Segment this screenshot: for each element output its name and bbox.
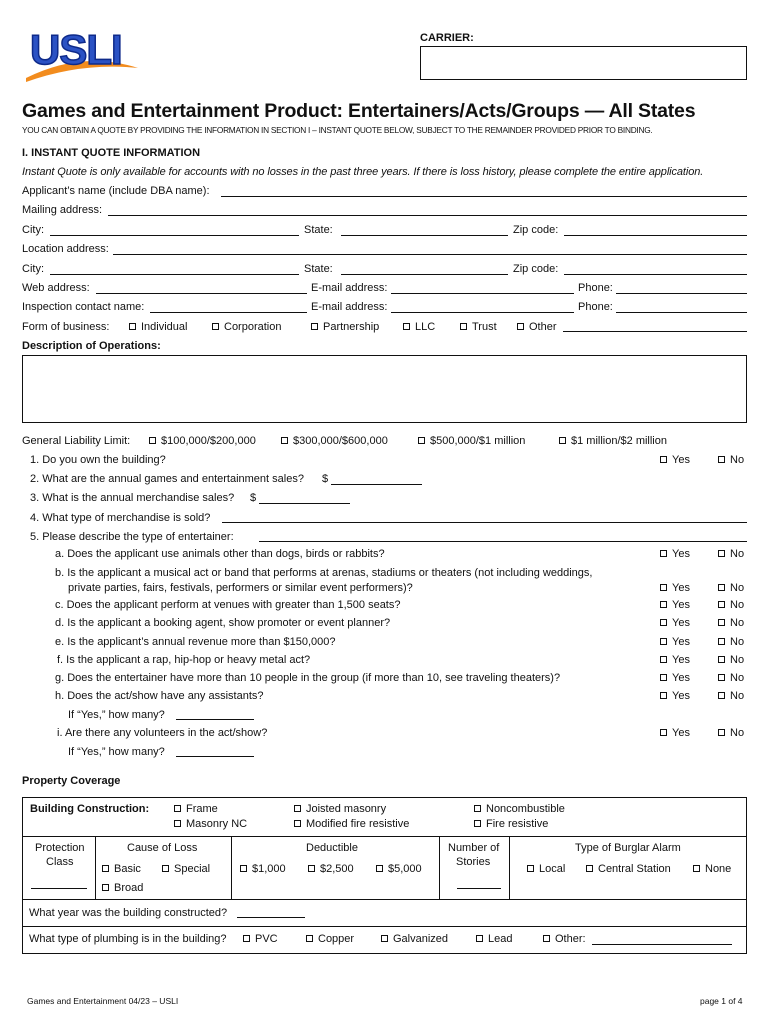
business-other-field[interactable] xyxy=(563,331,747,332)
checkbox-icon xyxy=(294,820,301,827)
alarm-option[interactable]: None xyxy=(693,863,731,876)
protection-class-label-2: Class xyxy=(46,856,74,868)
cause-of-loss-label: Cause of Loss xyxy=(127,842,198,854)
checkbox-icon xyxy=(660,638,667,645)
carrier-field[interactable] xyxy=(420,46,747,80)
phone-label: Phone: xyxy=(578,282,613,294)
no-option[interactable]: No xyxy=(718,727,744,740)
question-4: 4. What type of merchandise is sold? xyxy=(30,512,211,524)
business-partnership[interactable]: Partnership xyxy=(311,321,379,334)
construction-option[interactable]: Modified fire resistive xyxy=(294,818,409,831)
question-5e: e. Is the applicant’s annual revenue more than $150,000? xyxy=(55,636,336,648)
question-5i: i. Are there any volunteers in the act/show? xyxy=(57,727,268,739)
yes-option[interactable]: Yes xyxy=(660,548,690,561)
protection-class-field[interactable] xyxy=(31,888,87,889)
checkbox-icon xyxy=(660,729,667,736)
inspection-contact-label: Inspection contact name: xyxy=(22,301,145,313)
yes-option[interactable]: Yes xyxy=(660,727,690,740)
table-divider xyxy=(439,836,440,899)
checkbox-icon xyxy=(718,456,725,463)
question-5b: b. Is the applicant a musical act or band that performs at arenas, stadiums or theaters (not including weddings, xyxy=(55,567,593,579)
checkbox-icon xyxy=(718,584,725,591)
question-5c: c. Does the applicant perform at venues with greater than 1,500 seats? xyxy=(55,599,401,611)
checkbox-icon xyxy=(460,323,467,330)
checkbox-icon xyxy=(527,865,534,872)
checkbox-icon xyxy=(474,820,481,827)
plumbing-option[interactable]: Copper xyxy=(306,933,354,946)
how-many-field[interactable] xyxy=(176,719,254,720)
plumbing-label: What type of plumbing is in the building? xyxy=(29,933,227,945)
year-built-label: What year was the building constructed? xyxy=(29,907,228,919)
cause-option[interactable]: Basic xyxy=(102,863,141,876)
checkbox-icon xyxy=(306,935,313,942)
cause-option[interactable]: Special xyxy=(162,863,210,876)
gl-limit-option[interactable]: $300,000/$600,000 xyxy=(281,435,388,448)
checkbox-icon xyxy=(294,805,301,812)
q4-field[interactable] xyxy=(222,522,747,523)
no-option[interactable]: No xyxy=(718,454,744,467)
phone-field-2[interactable] xyxy=(616,312,747,313)
burglar-alarm-label: Type of Burglar Alarm xyxy=(575,842,681,854)
yes-option[interactable]: Yes xyxy=(660,599,690,612)
email-label-2: E-mail address: xyxy=(311,301,388,313)
gl-limit-option[interactable]: $1 million/$2 million xyxy=(559,435,667,448)
checkbox-icon xyxy=(308,865,315,872)
zip-label: Zip code: xyxy=(513,224,559,236)
phone-label-2: Phone: xyxy=(578,301,613,313)
city-label-2: City: xyxy=(22,263,44,275)
city-field-2[interactable] xyxy=(50,274,299,275)
checkbox-icon xyxy=(381,935,388,942)
checkbox-icon xyxy=(660,674,667,681)
usli-logo xyxy=(22,20,140,82)
description-ops-field[interactable] xyxy=(22,355,747,423)
checkbox-icon xyxy=(660,601,667,608)
inspection-contact-field[interactable] xyxy=(150,312,307,313)
business-corporation[interactable]: Corporation xyxy=(212,321,281,334)
checkbox-icon xyxy=(174,805,181,812)
mailing-address-field[interactable] xyxy=(108,215,747,216)
how-many-field-2[interactable] xyxy=(176,756,254,757)
checkbox-icon xyxy=(660,619,667,626)
gl-limit-option[interactable]: $500,000/$1 million xyxy=(418,435,525,448)
plumbing-option[interactable]: Galvanized xyxy=(381,933,448,946)
no-option[interactable]: No xyxy=(718,599,744,612)
footer-left: Games and Entertainment 04/23 – USLI xyxy=(27,996,179,1006)
q5-field[interactable] xyxy=(259,541,747,542)
checkbox-icon xyxy=(243,935,250,942)
web-address-label: Web address: xyxy=(22,282,90,294)
deductible-option[interactable]: $5,000 xyxy=(376,863,422,876)
checkbox-icon xyxy=(660,692,667,699)
applicant-name-field[interactable] xyxy=(221,196,747,197)
q3-field[interactable] xyxy=(259,503,350,504)
checkbox-icon xyxy=(129,323,136,330)
checkbox-icon xyxy=(718,692,725,699)
email-label: E-mail address: xyxy=(311,282,388,294)
checkbox-icon xyxy=(718,619,725,626)
no-option[interactable]: No xyxy=(718,548,744,561)
no-option[interactable]: No xyxy=(718,654,744,667)
mailing-address-label: Mailing address: xyxy=(22,204,103,216)
svg-text:USLI: USLI xyxy=(30,26,122,73)
business-trust[interactable]: Trust xyxy=(460,321,497,334)
gl-limit-option[interactable]: $100,000/$200,000 xyxy=(149,435,256,448)
table-divider xyxy=(231,836,232,899)
logo-graphic xyxy=(22,20,140,82)
no-option[interactable]: No xyxy=(718,617,744,630)
no-option[interactable]: No xyxy=(718,582,744,595)
checkbox-icon xyxy=(660,550,667,557)
yes-option[interactable]: Yes xyxy=(660,690,690,703)
question-1: 1. Do you own the building? xyxy=(30,454,166,466)
construction-option[interactable]: Masonry NC xyxy=(174,818,247,831)
yes-option[interactable]: Yes xyxy=(660,454,690,467)
question-5g: g. Does the entertainer have more than 10 people in the group (if more than 10, see traveling theaters)? xyxy=(55,672,561,684)
instant-quote-note: Instant Quote is only available for accounts with no losses in the past three years. If there is loss history, please complete the entire application. xyxy=(22,166,704,178)
no-option[interactable]: No xyxy=(718,672,744,685)
carrier-label: CARRIER: xyxy=(420,32,474,44)
checkbox-icon xyxy=(517,323,524,330)
how-many-label: If “Yes,” how many? xyxy=(68,709,165,721)
question-5b-cont: private parties, fairs, festivals, performers or similar event performers)? xyxy=(68,582,413,594)
zip-field-2[interactable] xyxy=(564,274,747,275)
table-divider xyxy=(22,836,747,837)
building-construction-label: Building Construction: xyxy=(30,803,150,815)
checkbox-icon xyxy=(311,323,318,330)
zip-label-2: Zip code: xyxy=(513,263,559,275)
checkbox-icon xyxy=(474,805,481,812)
gl-limit-label: General Liability Limit: xyxy=(22,435,131,447)
checkbox-icon xyxy=(162,865,169,872)
section-heading: I. INSTANT QUOTE INFORMATION xyxy=(22,147,201,159)
question-5f: f. Is the applicant a rap, hip-hop or heavy metal act? xyxy=(57,654,311,666)
checkbox-icon xyxy=(476,935,483,942)
stories-label: Stories xyxy=(456,856,491,868)
question-5h: h. Does the act/show have any assistants? xyxy=(55,690,264,702)
checkbox-icon xyxy=(543,935,550,942)
checkbox-icon xyxy=(102,865,109,872)
page-title: Games and Entertainment Product: Entertainers/Acts/Groups — All States xyxy=(22,100,696,122)
checkbox-icon xyxy=(403,323,410,330)
question-5a: a. Does the applicant use animals other than dogs, birds or rabbits? xyxy=(55,548,385,560)
construction-option[interactable]: Fire resistive xyxy=(474,818,548,831)
plumbing-option[interactable]: Lead xyxy=(476,933,512,946)
form-of-business-label: Form of business: xyxy=(22,321,110,333)
no-option[interactable]: No xyxy=(718,636,744,649)
state-label: State: xyxy=(304,224,333,236)
deductible-label: Deductible xyxy=(306,842,358,854)
checkbox-icon xyxy=(240,865,247,872)
protection-class-label: Protection xyxy=(35,842,85,854)
checkbox-icon xyxy=(102,884,109,891)
number-of-stories-label: Number of xyxy=(448,842,500,854)
yes-option[interactable]: Yes xyxy=(660,672,690,685)
checkbox-icon xyxy=(718,550,725,557)
stories-field[interactable] xyxy=(457,888,501,889)
how-many-label-2: If “Yes,” how many? xyxy=(68,746,165,758)
checkbox-icon xyxy=(718,656,725,663)
email-field[interactable] xyxy=(391,293,574,294)
footer-page-number: page 1 of 4 xyxy=(700,996,743,1006)
plumbing-option[interactable]: PVC xyxy=(243,933,278,946)
checkbox-icon xyxy=(718,601,725,608)
q2-field[interactable] xyxy=(331,484,422,485)
question-3: 3. What is the annual merchandise sales? xyxy=(30,492,235,504)
description-ops-label: Description of Operations: xyxy=(22,340,161,352)
web-address-field[interactable] xyxy=(96,293,307,294)
checkbox-icon xyxy=(718,674,725,681)
question-5: 5. Please describe the type of entertainer: xyxy=(30,531,234,543)
business-other[interactable]: Other xyxy=(517,321,557,334)
location-address-field[interactable] xyxy=(113,254,747,255)
year-built-field[interactable] xyxy=(237,917,305,918)
alarm-option[interactable]: Central Station xyxy=(586,863,671,876)
checkbox-icon xyxy=(212,323,219,330)
question-5d: d. Is the applicant a booking agent, show promoter or event planner? xyxy=(55,617,391,629)
dollar-sign: $ xyxy=(322,473,329,485)
checkbox-icon xyxy=(718,638,725,645)
table-divider xyxy=(95,836,96,899)
table-divider xyxy=(22,899,747,900)
question-2: 2. What are the annual games and entertainment sales? xyxy=(30,473,304,485)
business-individual[interactable]: Individual xyxy=(129,321,187,334)
checkbox-icon xyxy=(660,656,667,663)
state-field-2[interactable] xyxy=(341,274,508,275)
yes-option[interactable]: Yes xyxy=(660,636,690,649)
checkbox-icon xyxy=(660,456,667,463)
construction-option[interactable]: Joisted masonry xyxy=(294,803,386,816)
cause-option[interactable]: Broad xyxy=(102,882,143,895)
alarm-option[interactable]: Local xyxy=(527,863,565,876)
yes-option[interactable]: Yes xyxy=(660,582,690,595)
checkbox-icon xyxy=(718,729,725,736)
construction-option[interactable]: Frame xyxy=(174,803,218,816)
state-label-2: State: xyxy=(304,263,333,275)
plumbing-option[interactable]: Other: xyxy=(543,933,586,946)
checkbox-icon xyxy=(660,584,667,591)
page-subtitle: YOU CAN OBTAIN A QUOTE BY PROVIDING THE INFORMATION IN SECTION I – INSTANT QUOTE BELOW, SUBJECT TO THE REMAINDER PROVIDED PRIOR TO BINDING. xyxy=(22,125,653,135)
applicant-name-label: Applicant’s name (include DBA name): xyxy=(22,185,210,197)
business-llc[interactable]: LLC xyxy=(403,321,435,334)
location-address-label: Location address: xyxy=(22,243,109,255)
property-heading: Property Coverage xyxy=(22,775,121,787)
no-option[interactable]: No xyxy=(718,690,744,703)
construction-option[interactable]: Noncombustible xyxy=(474,803,565,816)
yes-option[interactable]: Yes xyxy=(660,654,690,667)
checkbox-icon xyxy=(418,437,425,444)
checkbox-icon xyxy=(149,437,156,444)
dollar-sign: $ xyxy=(250,492,257,504)
city-label: City: xyxy=(22,224,44,236)
table-divider xyxy=(509,836,510,899)
phone-field[interactable] xyxy=(616,293,747,294)
checkbox-icon xyxy=(559,437,566,444)
state-field[interactable] xyxy=(341,235,508,236)
city-field[interactable] xyxy=(50,235,299,236)
checkbox-icon xyxy=(693,865,700,872)
zip-field[interactable] xyxy=(564,235,747,236)
plumbing-other-field[interactable] xyxy=(592,944,732,945)
yes-option[interactable]: Yes xyxy=(660,617,690,630)
deductible-option[interactable]: $2,500 xyxy=(308,863,354,876)
checkbox-icon xyxy=(586,865,593,872)
checkbox-icon xyxy=(281,437,288,444)
deductible-option[interactable]: $1,000 xyxy=(240,863,286,876)
table-divider xyxy=(22,926,747,927)
checkbox-icon xyxy=(376,865,383,872)
email-field-2[interactable] xyxy=(391,312,574,313)
checkbox-icon xyxy=(174,820,181,827)
